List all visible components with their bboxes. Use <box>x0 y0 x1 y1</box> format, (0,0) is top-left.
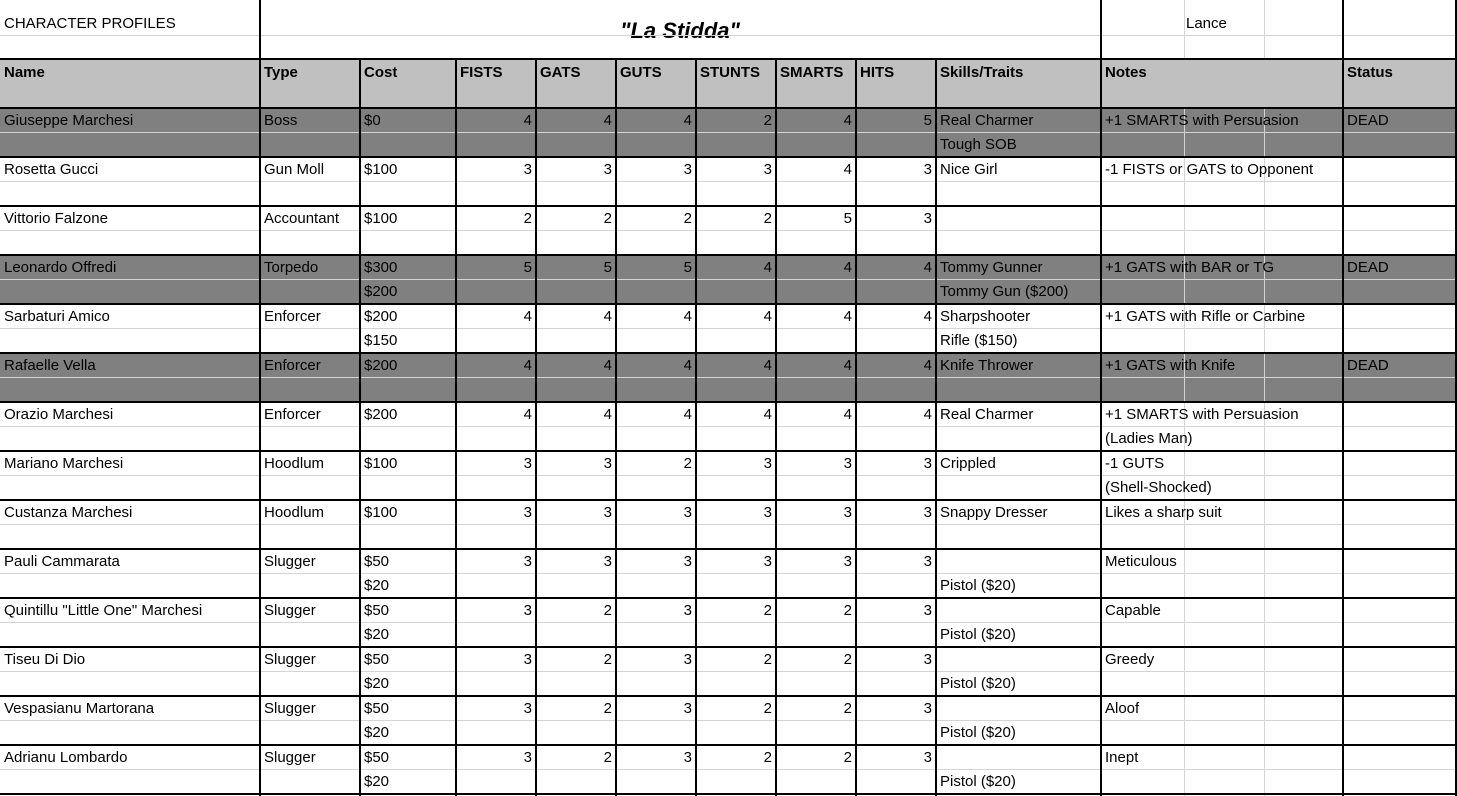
row-5-notes-line-1[interactable]: +1 GATS with Rifle or Carbine <box>1105 308 1306 325</box>
row-6-skills-line-1[interactable]: Knife Thrower <box>940 357 1034 374</box>
row-13-name[interactable]: Vespasianu Martorana <box>4 700 155 717</box>
row-6-gats[interactable]: 4 <box>603 357 612 374</box>
row-5-stunts[interactable]: 4 <box>763 308 772 325</box>
row-7-skills-line-1[interactable]: Real Charmer <box>940 406 1034 423</box>
row-11-stunts[interactable]: 2 <box>763 602 772 619</box>
border-line <box>1342 0 1344 796</box>
row-13-guts[interactable]: 3 <box>683 700 692 717</box>
row-7-notes-line-2[interactable]: (Ladies Man) <box>1105 430 1193 447</box>
row-2-cost-line-1[interactable]: $100 <box>364 161 398 178</box>
border-line <box>0 548 1457 550</box>
row-2-notes-line-1[interactable]: -1 FISTS or GATS to Opponent <box>1105 161 1314 178</box>
border-line <box>0 646 1457 648</box>
row-4-smarts[interactable]: 4 <box>843 259 852 276</box>
row-9-stunts[interactable]: 3 <box>763 504 772 521</box>
row-14-gats[interactable]: 2 <box>603 749 612 766</box>
row-11-hits[interactable]: 3 <box>923 602 932 619</box>
column-header-guts[interactable]: GUTS <box>620 64 662 81</box>
border-line <box>535 59 537 796</box>
border-line <box>0 597 1457 599</box>
row-3-name[interactable]: Vittorio Falzone <box>4 210 108 227</box>
row-12-notes-line-1[interactable]: Greedy <box>1105 651 1155 668</box>
border-line <box>0 58 1457 60</box>
column-header-gats[interactable]: GATS <box>540 64 581 81</box>
row-9-name[interactable]: Custanza Marchesi <box>4 504 133 521</box>
row-13-gats[interactable]: 2 <box>603 700 612 717</box>
row-4-name[interactable]: Leonardo Offredi <box>4 259 117 276</box>
row-12-cost-line-2[interactable]: $20 <box>364 675 390 692</box>
row-4-fists[interactable]: 5 <box>523 259 532 276</box>
row-8-smarts[interactable]: 3 <box>843 455 852 472</box>
row-2-name[interactable]: Rosetta Gucci <box>4 161 99 178</box>
column-header-type[interactable]: Type <box>264 64 298 81</box>
border-line <box>615 59 617 796</box>
row-3-type[interactable]: Accountant <box>264 210 340 227</box>
gridline <box>0 35 1457 36</box>
row-14-stunts[interactable]: 2 <box>763 749 772 766</box>
row-1-notes-line-1[interactable]: +1 SMARTS with Persuasion <box>1105 112 1299 129</box>
border-line <box>935 59 937 796</box>
row-10-smarts[interactable]: 3 <box>843 553 852 570</box>
row-5-gats[interactable]: 4 <box>603 308 612 325</box>
row-4-stunts[interactable]: 4 <box>763 259 772 276</box>
row-12-type[interactable]: Slugger <box>264 651 316 668</box>
row-8-cost-line-1[interactable]: $100 <box>364 455 398 472</box>
border-line <box>0 793 1457 795</box>
row-9-smarts[interactable]: 3 <box>843 504 852 521</box>
row-11-type[interactable]: Slugger <box>264 602 316 619</box>
row-4-type[interactable]: Torpedo <box>264 259 319 276</box>
row-11-name[interactable]: Quintillu "Little One" Marchesi <box>4 602 203 619</box>
column-header-skills[interactable]: Skills/Traits <box>940 64 1024 81</box>
row-6-fists[interactable]: 4 <box>523 357 532 374</box>
column-header-stunts[interactable]: STUNTS <box>700 64 760 81</box>
border-line <box>0 499 1457 501</box>
row-13-fists[interactable]: 3 <box>523 700 532 717</box>
owner-name[interactable]: Lance <box>1186 15 1227 32</box>
row-2-stunts[interactable]: 3 <box>763 161 772 178</box>
row-11-cost-line-1[interactable]: $50 <box>364 602 390 619</box>
row-1-name[interactable]: Giuseppe Marchesi <box>4 112 134 129</box>
row-14-hits[interactable]: 3 <box>923 749 932 766</box>
row-14-skills-line-2[interactable]: Pistol ($20) <box>940 773 1016 790</box>
row-12-guts[interactable]: 3 <box>683 651 692 668</box>
row-10-stunts[interactable]: 3 <box>763 553 772 570</box>
row-13-cost-line-1[interactable]: $50 <box>364 700 390 717</box>
row-2-gats[interactable]: 3 <box>603 161 612 178</box>
row-10-cost-line-2[interactable]: $20 <box>364 577 390 594</box>
row-8-guts[interactable]: 2 <box>683 455 692 472</box>
row-6-cost-line-1[interactable]: $200 <box>364 357 398 374</box>
row-10-notes-line-1[interactable]: Meticulous <box>1105 553 1177 570</box>
row-1-stunts[interactable]: 2 <box>763 112 772 129</box>
row-12-hits[interactable]: 3 <box>923 651 932 668</box>
border-line <box>0 303 1457 305</box>
row-10-guts[interactable]: 3 <box>683 553 692 570</box>
row-9-skills-line-1[interactable]: Snappy Dresser <box>940 504 1048 521</box>
row-8-skills-line-1[interactable]: Crippled <box>940 455 996 472</box>
row-2-guts[interactable]: 3 <box>683 161 692 178</box>
row-11-fists[interactable]: 3 <box>523 602 532 619</box>
row-10-fists[interactable]: 3 <box>523 553 532 570</box>
border-line <box>0 107 1457 109</box>
row-4-cost-line-1[interactable]: $300 <box>364 259 398 276</box>
border-line <box>855 59 857 796</box>
row-14-name[interactable]: Adrianu Lombardo <box>4 749 128 766</box>
row-6-smarts[interactable]: 4 <box>843 357 852 374</box>
row-10-name[interactable]: Pauli Cammarata <box>4 553 120 570</box>
row-11-guts[interactable]: 3 <box>683 602 692 619</box>
row-1-type[interactable]: Boss <box>264 112 298 129</box>
row-12-smarts[interactable]: 2 <box>843 651 852 668</box>
row-14-smarts[interactable]: 2 <box>843 749 852 766</box>
row-9-gats[interactable]: 3 <box>603 504 612 521</box>
row-10-hits[interactable]: 3 <box>923 553 932 570</box>
border-line <box>0 254 1457 256</box>
row-12-fists[interactable]: 3 <box>523 651 532 668</box>
row-8-hits[interactable]: 3 <box>923 455 932 472</box>
row-9-type[interactable]: Hoodlum <box>264 504 325 521</box>
gridline <box>1184 0 1185 59</box>
row-10-type[interactable]: Slugger <box>264 553 316 570</box>
row-11-gats[interactable]: 2 <box>603 602 612 619</box>
row-2-fists[interactable]: 3 <box>523 161 532 178</box>
row-4-skills-line-1[interactable]: Tommy Gunner <box>940 259 1043 276</box>
row-4-hits[interactable]: 4 <box>923 259 932 276</box>
column-header-notes[interactable]: Notes <box>1105 64 1147 81</box>
border-line <box>0 744 1457 746</box>
row-8-stunts[interactable]: 3 <box>763 455 772 472</box>
row-6-hits[interactable]: 4 <box>923 357 932 374</box>
row-12-name[interactable]: Tiseu Di Dio <box>4 651 86 668</box>
column-header-smarts[interactable]: SMARTS <box>780 64 844 81</box>
row-3-gats[interactable]: 2 <box>603 210 612 227</box>
row-12-gats[interactable]: 2 <box>603 651 612 668</box>
row-5-cost-line-1[interactable]: $200 <box>364 308 398 325</box>
row-3-cost-line-1[interactable]: $100 <box>364 210 398 227</box>
row-13-skills-line-2[interactable]: Pistol ($20) <box>940 724 1016 741</box>
row-8-notes-line-1[interactable]: -1 GUTS <box>1105 455 1165 472</box>
column-header-hits[interactable]: HITS <box>860 64 895 81</box>
row-6-status[interactable]: DEAD <box>1347 357 1389 374</box>
row-12-stunts[interactable]: 2 <box>763 651 772 668</box>
row-10-cost-line-1[interactable]: $50 <box>364 553 390 570</box>
row-11-smarts[interactable]: 2 <box>843 602 852 619</box>
column-header-name[interactable]: Name <box>4 64 45 81</box>
row-4-cost-line-2[interactable]: $200 <box>364 283 398 300</box>
border-line <box>0 695 1457 697</box>
row-9-notes-line-1[interactable]: Likes a sharp suit <box>1105 504 1222 521</box>
row-7-name[interactable]: Orazio Marchesi <box>4 406 114 423</box>
row-6-type[interactable]: Enforcer <box>264 357 321 374</box>
row-12-skills-line-2[interactable]: Pistol ($20) <box>940 675 1016 692</box>
row-5-smarts[interactable]: 4 <box>843 308 852 325</box>
border-line <box>0 401 1457 403</box>
row-1-gats[interactable]: 4 <box>603 112 612 129</box>
border-line <box>0 156 1457 158</box>
row-1-smarts[interactable]: 4 <box>843 112 852 129</box>
row-3-fists[interactable]: 2 <box>523 210 532 227</box>
row-2-skills-line-1[interactable]: Nice Girl <box>940 161 998 178</box>
row-6-stunts[interactable]: 4 <box>763 357 772 374</box>
row-6-notes-line-1[interactable]: +1 GATS with Knife <box>1105 357 1236 374</box>
row-1-skills-line-1[interactable]: Real Charmer <box>940 112 1034 129</box>
row-13-hits[interactable]: 3 <box>923 700 932 717</box>
row-3-guts[interactable]: 2 <box>683 210 692 227</box>
row-8-gats[interactable]: 3 <box>603 455 612 472</box>
row-8-notes-line-2[interactable]: (Shell-Shocked) <box>1105 479 1212 496</box>
row-3-hits[interactable]: 3 <box>923 210 932 227</box>
row-14-cost-line-2[interactable]: $20 <box>364 773 390 790</box>
row-13-smarts[interactable]: 2 <box>843 700 852 717</box>
row-6-name[interactable]: Rafaelle Vella <box>4 357 96 374</box>
gridline <box>1264 0 1265 59</box>
row-1-status[interactable]: DEAD <box>1347 112 1389 129</box>
sheet-title[interactable]: "La Stidda" <box>620 18 740 43</box>
row-10-skills-line-2[interactable]: Pistol ($20) <box>940 577 1016 594</box>
row-7-guts[interactable]: 4 <box>683 406 692 423</box>
border-line <box>359 59 361 796</box>
row-4-skills-line-2[interactable]: Tommy Gun ($200) <box>940 283 1069 300</box>
row-5-guts[interactable]: 4 <box>683 308 692 325</box>
row-9-hits[interactable]: 3 <box>923 504 932 521</box>
row-6-guts[interactable]: 4 <box>683 357 692 374</box>
row-3-smarts[interactable]: 5 <box>843 210 852 227</box>
row-13-type[interactable]: Slugger <box>264 700 316 717</box>
row-4-notes-line-1[interactable]: +1 GATS with BAR or TG <box>1105 259 1275 276</box>
row-2-hits[interactable]: 3 <box>923 161 932 178</box>
row-9-cost-line-1[interactable]: $100 <box>364 504 398 521</box>
row-14-type[interactable]: Slugger <box>264 749 316 766</box>
row-8-fists[interactable]: 3 <box>523 455 532 472</box>
row-9-guts[interactable]: 3 <box>683 504 692 521</box>
row-14-notes-line-1[interactable]: Inept <box>1105 749 1139 766</box>
row-13-cost-line-2[interactable]: $20 <box>364 724 390 741</box>
column-header-status[interactable]: Status <box>1347 64 1393 81</box>
border-line <box>1100 0 1102 796</box>
row-7-hits[interactable]: 4 <box>923 406 932 423</box>
row-1-hits[interactable]: 5 <box>923 112 932 129</box>
row-7-type[interactable]: Enforcer <box>264 406 321 423</box>
row-14-fists[interactable]: 3 <box>523 749 532 766</box>
row-5-hits[interactable]: 4 <box>923 308 932 325</box>
row-4-gats[interactable]: 5 <box>603 259 612 276</box>
row-13-notes-line-1[interactable]: Aloof <box>1105 700 1140 717</box>
row-1-skills-line-2[interactable]: Tough SOB <box>940 136 1017 153</box>
row-14-cost-line-1[interactable]: $50 <box>364 749 390 766</box>
row-10-gats[interactable]: 3 <box>603 553 612 570</box>
row-1-guts[interactable]: 4 <box>683 112 692 129</box>
row-7-fists[interactable]: 4 <box>523 406 532 423</box>
row-12-cost-line-1[interactable]: $50 <box>364 651 390 668</box>
row-4-guts[interactable]: 5 <box>683 259 692 276</box>
row-11-cost-line-2[interactable]: $20 <box>364 626 390 643</box>
row-8-name[interactable]: Mariano Marchesi <box>4 455 124 472</box>
row-5-skills-line-2[interactable]: Rifle ($150) <box>940 332 1018 349</box>
row-7-notes-line-1[interactable]: +1 SMARTS with Persuasion <box>1105 406 1299 423</box>
border-line <box>0 205 1457 207</box>
row-4-status[interactable]: DEAD <box>1347 259 1389 276</box>
sheet-label[interactable]: CHARACTER PROFILES <box>4 15 176 32</box>
row-5-skills-line-1[interactable]: Sharpshooter <box>940 308 1031 325</box>
row-7-stunts[interactable]: 4 <box>763 406 772 423</box>
row-7-cost-line-1[interactable]: $200 <box>364 406 398 423</box>
border-line <box>455 59 457 796</box>
row-2-type[interactable]: Gun Moll <box>264 161 325 178</box>
column-header-cost[interactable]: Cost <box>364 64 398 81</box>
row-5-cost-line-2[interactable]: $150 <box>364 332 398 349</box>
row-13-stunts[interactable]: 2 <box>763 700 772 717</box>
row-7-smarts[interactable]: 4 <box>843 406 852 423</box>
row-2-smarts[interactable]: 4 <box>843 161 852 178</box>
row-9-fists[interactable]: 3 <box>523 504 532 521</box>
border-line <box>0 352 1457 354</box>
row-11-notes-line-1[interactable]: Capable <box>1105 602 1161 619</box>
border-line <box>695 59 697 796</box>
border-line <box>0 450 1457 452</box>
row-5-type[interactable]: Enforcer <box>264 308 321 325</box>
border-line <box>259 0 261 796</box>
row-1-cost-line-1[interactable]: $0 <box>364 112 381 129</box>
row-3-stunts[interactable]: 2 <box>763 210 772 227</box>
row-5-name[interactable]: Sarbaturi Amico <box>4 308 110 325</box>
row-5-fists[interactable]: 4 <box>523 308 532 325</box>
row-8-type[interactable]: Hoodlum <box>264 455 325 472</box>
row-1-fists[interactable]: 4 <box>523 112 532 129</box>
border-line <box>775 59 777 796</box>
row-7-gats[interactable]: 4 <box>603 406 612 423</box>
row-11-skills-line-2[interactable]: Pistol ($20) <box>940 626 1016 643</box>
row-14-guts[interactable]: 3 <box>683 749 692 766</box>
column-header-fists[interactable]: FISTS <box>460 64 503 81</box>
